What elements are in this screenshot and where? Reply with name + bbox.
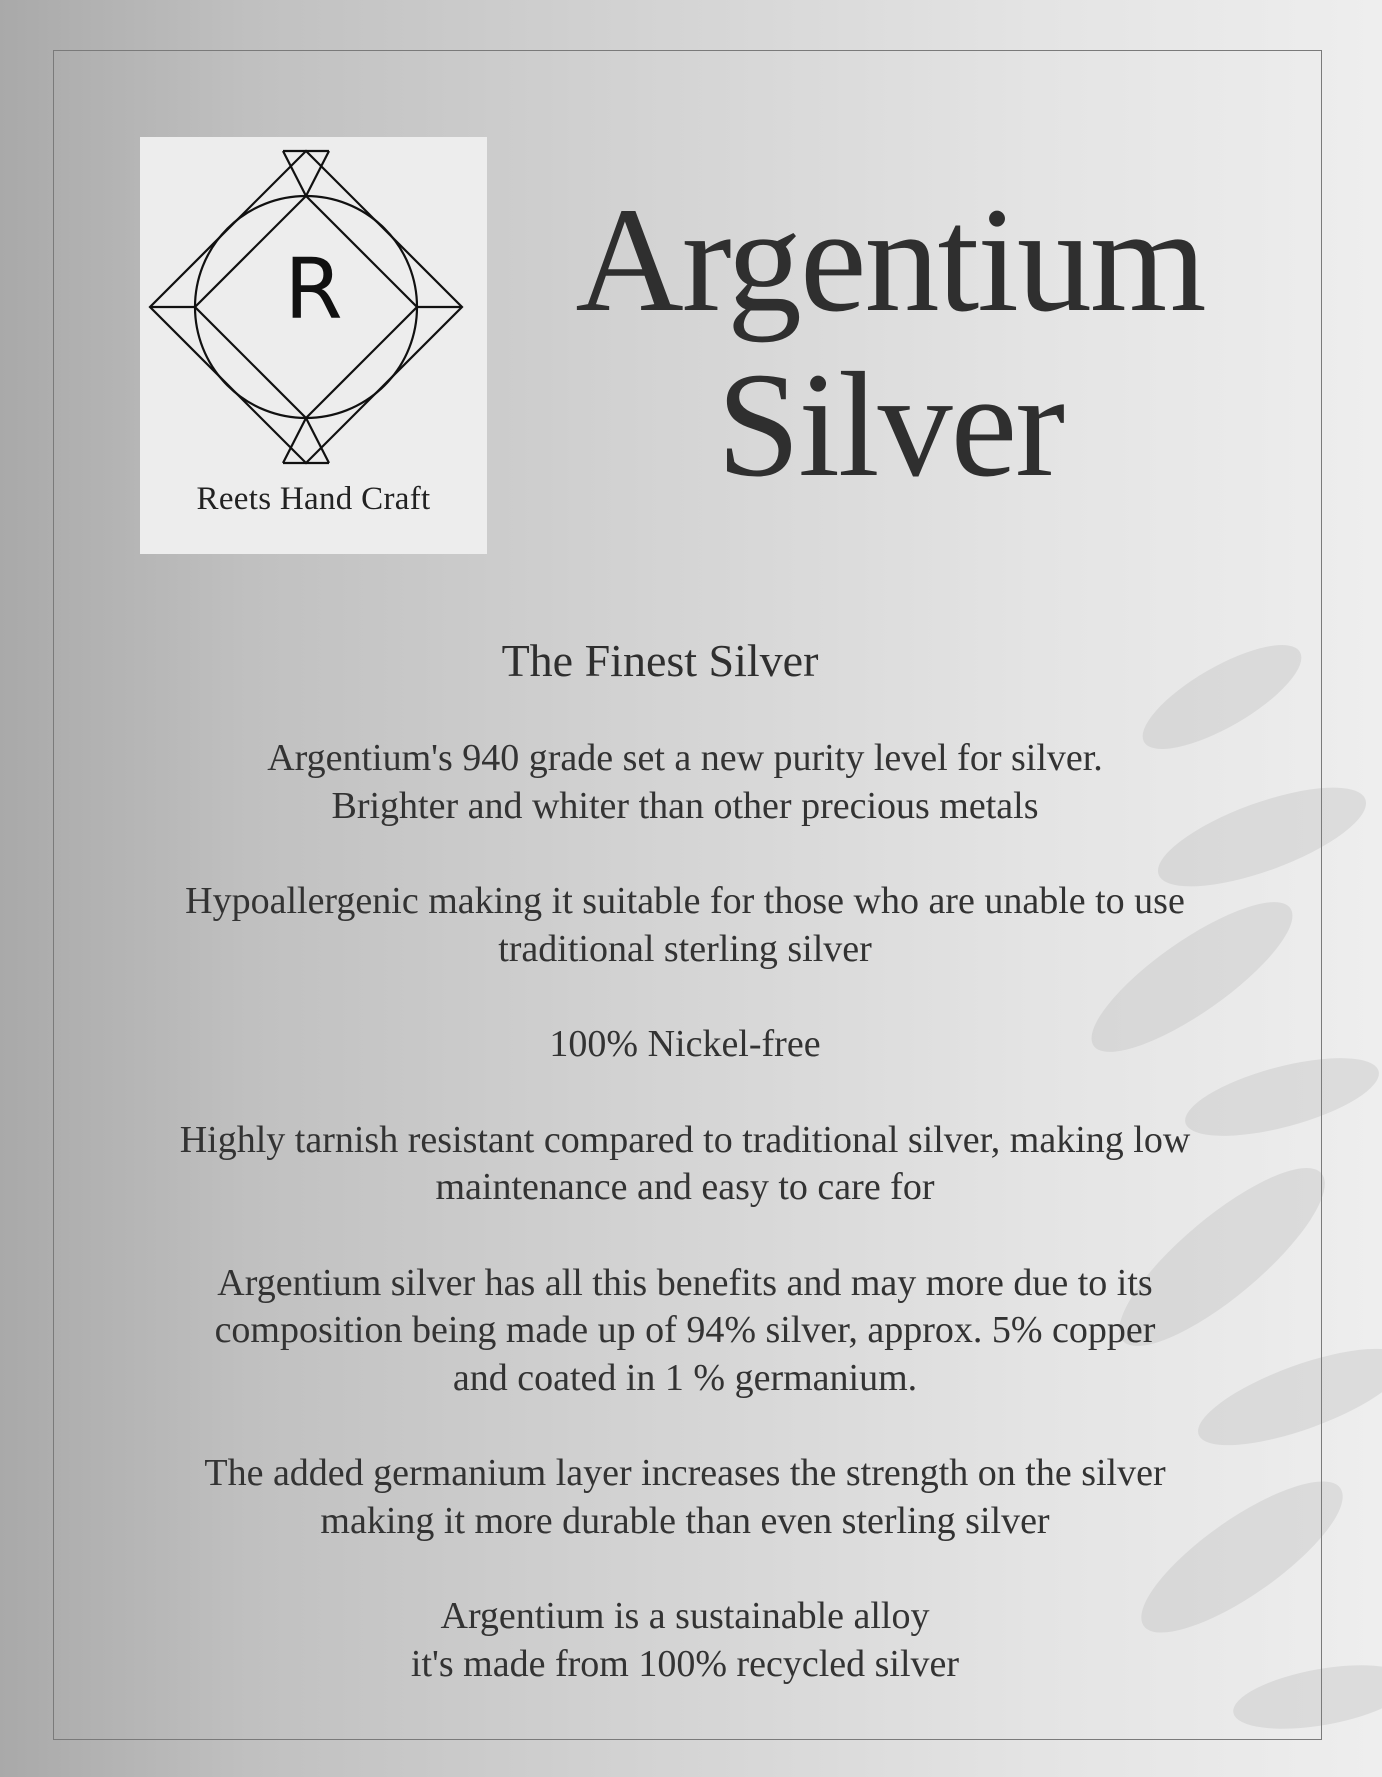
paragraph-hypoallergenic: Hypoallergenic making it suitable for those who are unable to use traditional sterling silver (185, 880, 1185, 970)
title-line-2: Silver (716, 342, 1064, 508)
brand-name: Reets Hand Craft (196, 481, 431, 517)
paragraph-strength: The added germanium layer increases the strength on the silver making it more durable than even sterling silver (204, 1452, 1166, 1542)
logo-letter: R (284, 240, 343, 338)
body-text (110, 735, 1260, 1736)
paragraph-purity: Argentium's 940 grade set a new purity level for silver. Brighter and whiter than other precious metals (267, 737, 1103, 827)
paragraph-sustainability: Argentium is a sustainable alloy it's made from 100% recycled silver (410, 1595, 960, 1685)
title-line-1: Argentium (575, 177, 1205, 343)
paragraph-nickel-free: 100% Nickel-free (549, 1023, 821, 1065)
paragraph-composition: Argentium silver has all this benefits and may more due to its composition being made up of 94% silver, approx. 5% copper and coated in 1 % germanium. (214, 1261, 1156, 1399)
subtitle: The Finest Silver (501, 635, 819, 686)
paragraph-tarnish-resistant: Highly tarnish resistant compared to traditional silver, making low maintenance and easy to care for (179, 1118, 1191, 1208)
brand-logo (140, 137, 487, 554)
page-title (520, 178, 1260, 508)
